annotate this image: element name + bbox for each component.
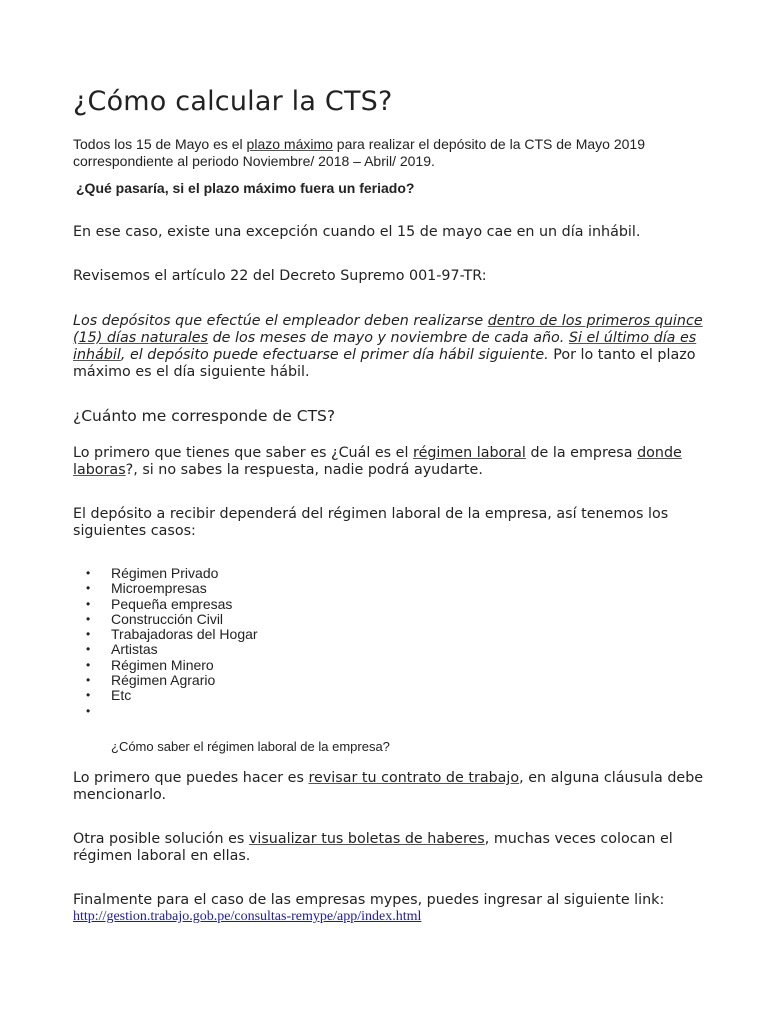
payslips-paragraph [73, 831, 713, 865]
first-step-text: Lo primero que tienes que saber es ¿Cuál es el [73, 445, 413, 461]
contract-text: Lo primero que puedes hacer es [73, 770, 309, 786]
list-item: • Construcción Civil [73, 612, 258, 627]
review-paragraph: Revisemos el artículo 22 del Decreto Supremo 001-97-TR: [73, 268, 487, 284]
list-item: • Etc [73, 688, 258, 703]
page-title: ¿Cómo calcular la CTS? [73, 86, 393, 117]
quote-text-3: , el depósito puede efectuarse el primer día hábil siguiente. [120, 347, 549, 363]
list-item: • Microempresas [73, 581, 258, 596]
first-step-paragraph [73, 445, 713, 479]
list-item: • Régimen Agrario [73, 673, 258, 688]
regime-question-subheading: ¿Cómo saber el régimen laboral de la empresa? [111, 739, 390, 754]
list-item: • Trabajadoras del Hogar [73, 627, 258, 642]
payslips-text-after: , muchas veces colocan el régimen laboral en ellas. [73, 831, 673, 864]
primeros-quince-dias-link[interactable]: dentro de los primeros quince (15) días naturales [73, 313, 703, 346]
quote-conclusion: Por lo tanto el plazo máximo es el día siguiente hábil. [73, 347, 696, 380]
list-item: • Pequeña empresas [73, 597, 258, 612]
quote-text-2: de los meses de mayo y noviembre de cada año. [208, 330, 569, 346]
deposit-paragraph: El depósito a recibir dependerá del régimen laboral de la empresa, así tenemos los siguientes casos: [73, 506, 669, 539]
final-paragraph: Finalmente para el caso de las empresas mypes, puedes ingresar al siguiente link: [73, 892, 665, 908]
quote-text-1: Los depósitos que efectúe el empleador deben realizarse [73, 313, 488, 329]
regime-list [73, 566, 258, 719]
boletas-haberes-link[interactable]: visualizar tus boletas de haberes [248, 831, 485, 847]
holiday-question-heading: ¿Qué pasaría, si el plazo máximo fuera un feriado? [76, 180, 415, 196]
contract-text-after: , en alguna cláusula debe mencionarlo. [73, 770, 704, 803]
list-item [73, 704, 258, 719]
list-item: • Régimen Minero [73, 658, 258, 673]
remype-url-link[interactable]: http://gestion.trabajo.gob.pe/consultas-remype/app/index.html [73, 909, 422, 924]
intro-text-after: para realizar el depósito de la CTS de Mayo 2019 correspondiente al periodo Noviembre/ 2018 – Abril/ 2019. [73, 136, 645, 169]
list-item: • Régimen Privado [73, 566, 258, 581]
intro-text: Todos los 15 de Mayo es el [73, 136, 247, 152]
donde-laboras-link[interactable]: donde laboras [73, 445, 682, 478]
exception-paragraph: En ese caso, existe una excepción cuando el 15 de mayo cae en un día inhábil. [73, 224, 641, 240]
revisar-contrato-link[interactable]: revisar tu contrato de trabajo [308, 770, 520, 786]
ultimo-dia-inhabil-link[interactable]: Si el último día es inhábil [73, 330, 697, 363]
plazo-maximo-link[interactable]: plazo máximo [246, 136, 333, 152]
quote-paragraph [73, 313, 713, 381]
payslips-text: Otra posible solución es [73, 831, 249, 847]
contract-paragraph [73, 770, 713, 804]
regimen-laboral-link[interactable]: régimen laboral [413, 445, 526, 461]
intro-paragraph [73, 136, 713, 170]
first-step-middle: de la empresa [525, 445, 638, 461]
list-item: • Artistas [73, 642, 258, 657]
amount-question-heading: ¿Cuánto me corresponde de CTS? [73, 407, 336, 425]
first-step-after: ?, si no sabes la respuesta, nadie podrá ayudarte. [125, 462, 483, 478]
